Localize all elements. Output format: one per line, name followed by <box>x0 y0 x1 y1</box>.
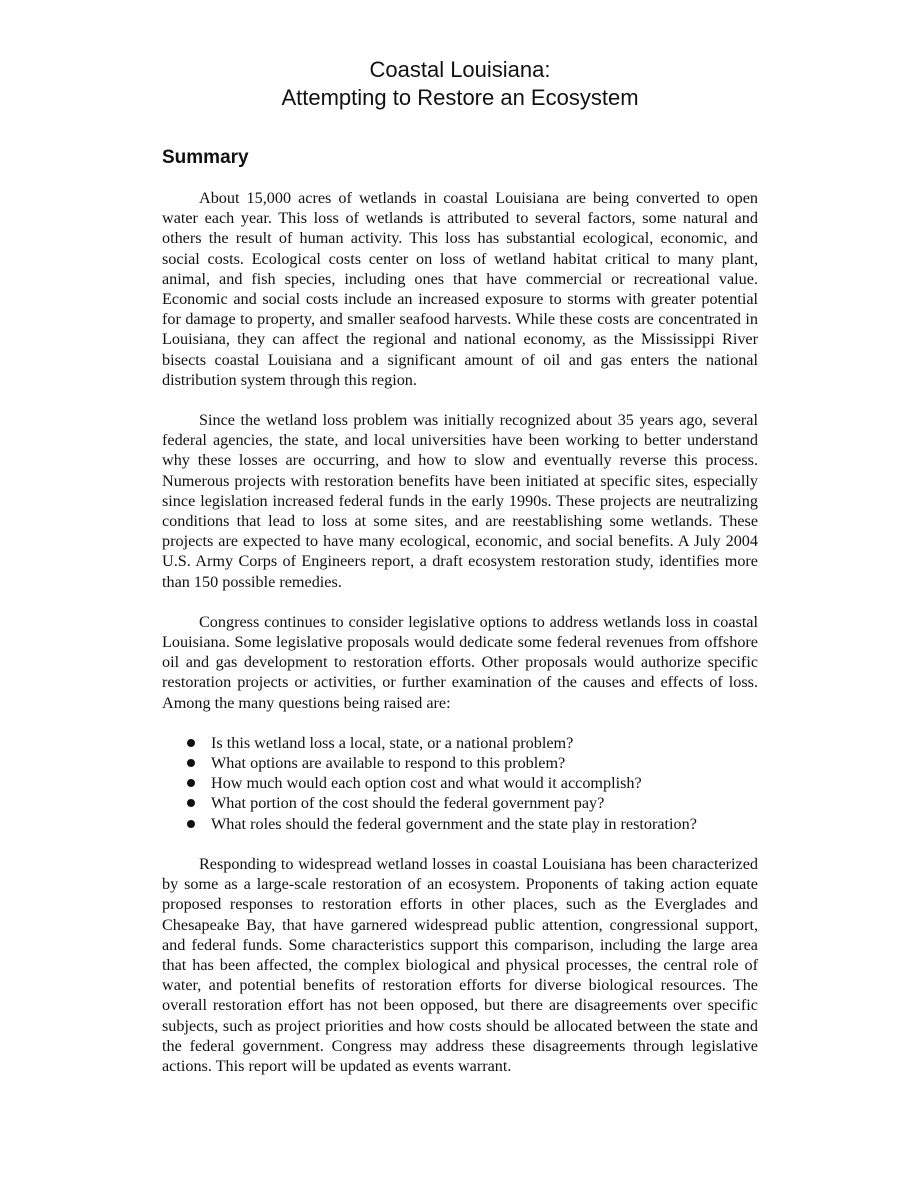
question-item <box>187 753 758 773</box>
question-text: Is this wetland loss a local, state, or a national problem? <box>211 733 574 752</box>
title-line-1: Coastal Louisiana: <box>369 57 551 82</box>
question-text: What portion of the cost should the federal government pay? <box>211 794 605 813</box>
question-item <box>187 814 758 834</box>
section-heading: Summary <box>162 147 249 168</box>
bullet-icon <box>187 779 195 787</box>
bullet-icon <box>187 820 195 828</box>
bullet-icon <box>187 799 195 807</box>
bullet-icon <box>187 739 195 747</box>
title-line-2: Attempting to Restore an Ecosystem <box>281 85 639 110</box>
document-title <box>162 56 758 112</box>
paragraph-3: Congress continues to consider legislative options to address wetlands loss in coastal Louisiana. Some legislative proposals would dedicate some federal revenues from offshore oil and gas development to restoration efforts. Other proposals would authorize specific restoration projects or activities, or further examination of the causes and effects of loss. Among the many questions being raised are: <box>162 612 758 712</box>
question-text: What options are available to respond to this problem? <box>211 754 566 773</box>
paragraph-1: About 15,000 acres of wetlands in coastal Louisiana are being converted to open water each year. This loss of wetlands is attributed to several factors, some natural and others the result of human activity. This loss has substantial ecological, economic, and social costs. Ecological costs center on loss of wetland habitat critical to many plant, animal, and fish species, including ones that have commercial or recreational value. Economic and social costs include an increased exposure to storms with greater potential for damage to property, and smaller seafood harvests. While these costs are concentrated in Louisiana, they can affect the regional and national economy, as the Mississippi River bisects coastal Louisiana and a significant amount of oil and gas enters the national distribution system through this region. <box>162 189 758 389</box>
document-page <box>162 56 758 1096</box>
questions-list <box>162 733 758 834</box>
question-item <box>187 773 758 793</box>
bullet-icon <box>187 759 195 767</box>
paragraph-2: Since the wetland loss problem was initially recognized about 35 years ago, several federal agencies, the state, and local universities have been working to better understand why these losses are occurring, and how to slow and eventually reverse this process. Numerous projects with restoration benefits have been initiated at specific sites, especially since legislation increased federal funds in the early 1990s. These projects are neutralizing conditions that lead to loss at some sites, and are reestablishing some wetlands. These projects are expected to have many ecological, economic, and social benefits. A July 2004 U.S. Army Corps of Engineers report, a draft ecosystem restoration study, identifies more than 150 possible remedies. <box>162 411 758 591</box>
question-text: How much would each option cost and what would it accomplish? <box>211 774 642 793</box>
question-item <box>187 733 758 753</box>
closing-paragraph: Responding to widespread wetland losses in coastal Louisiana has been characterized by some as a large-scale restoration of an ecosystem. Proponents of taking action equate proposed responses to restoration efforts in other places, such as the Everglades and Chesapeake Bay, that have garnered widespread public attention, congressional support, and federal funds. Some characteristics support this comparison, including the large area that has been affected, the complex biological and physical processes, the central role of water, and potential benefits of restoration efforts for diverse biological resources. The overall restoration effort has not been opposed, but there are disagreements over specific subjects, such as project priorities and how costs should be allocated between the state and the federal government. Congress may address these disagreements through legislative actions. This report will be updated as events warrant. <box>162 854 758 1075</box>
question-text: What roles should the federal government and the state play in restoration? <box>211 814 697 833</box>
question-item <box>187 793 758 813</box>
